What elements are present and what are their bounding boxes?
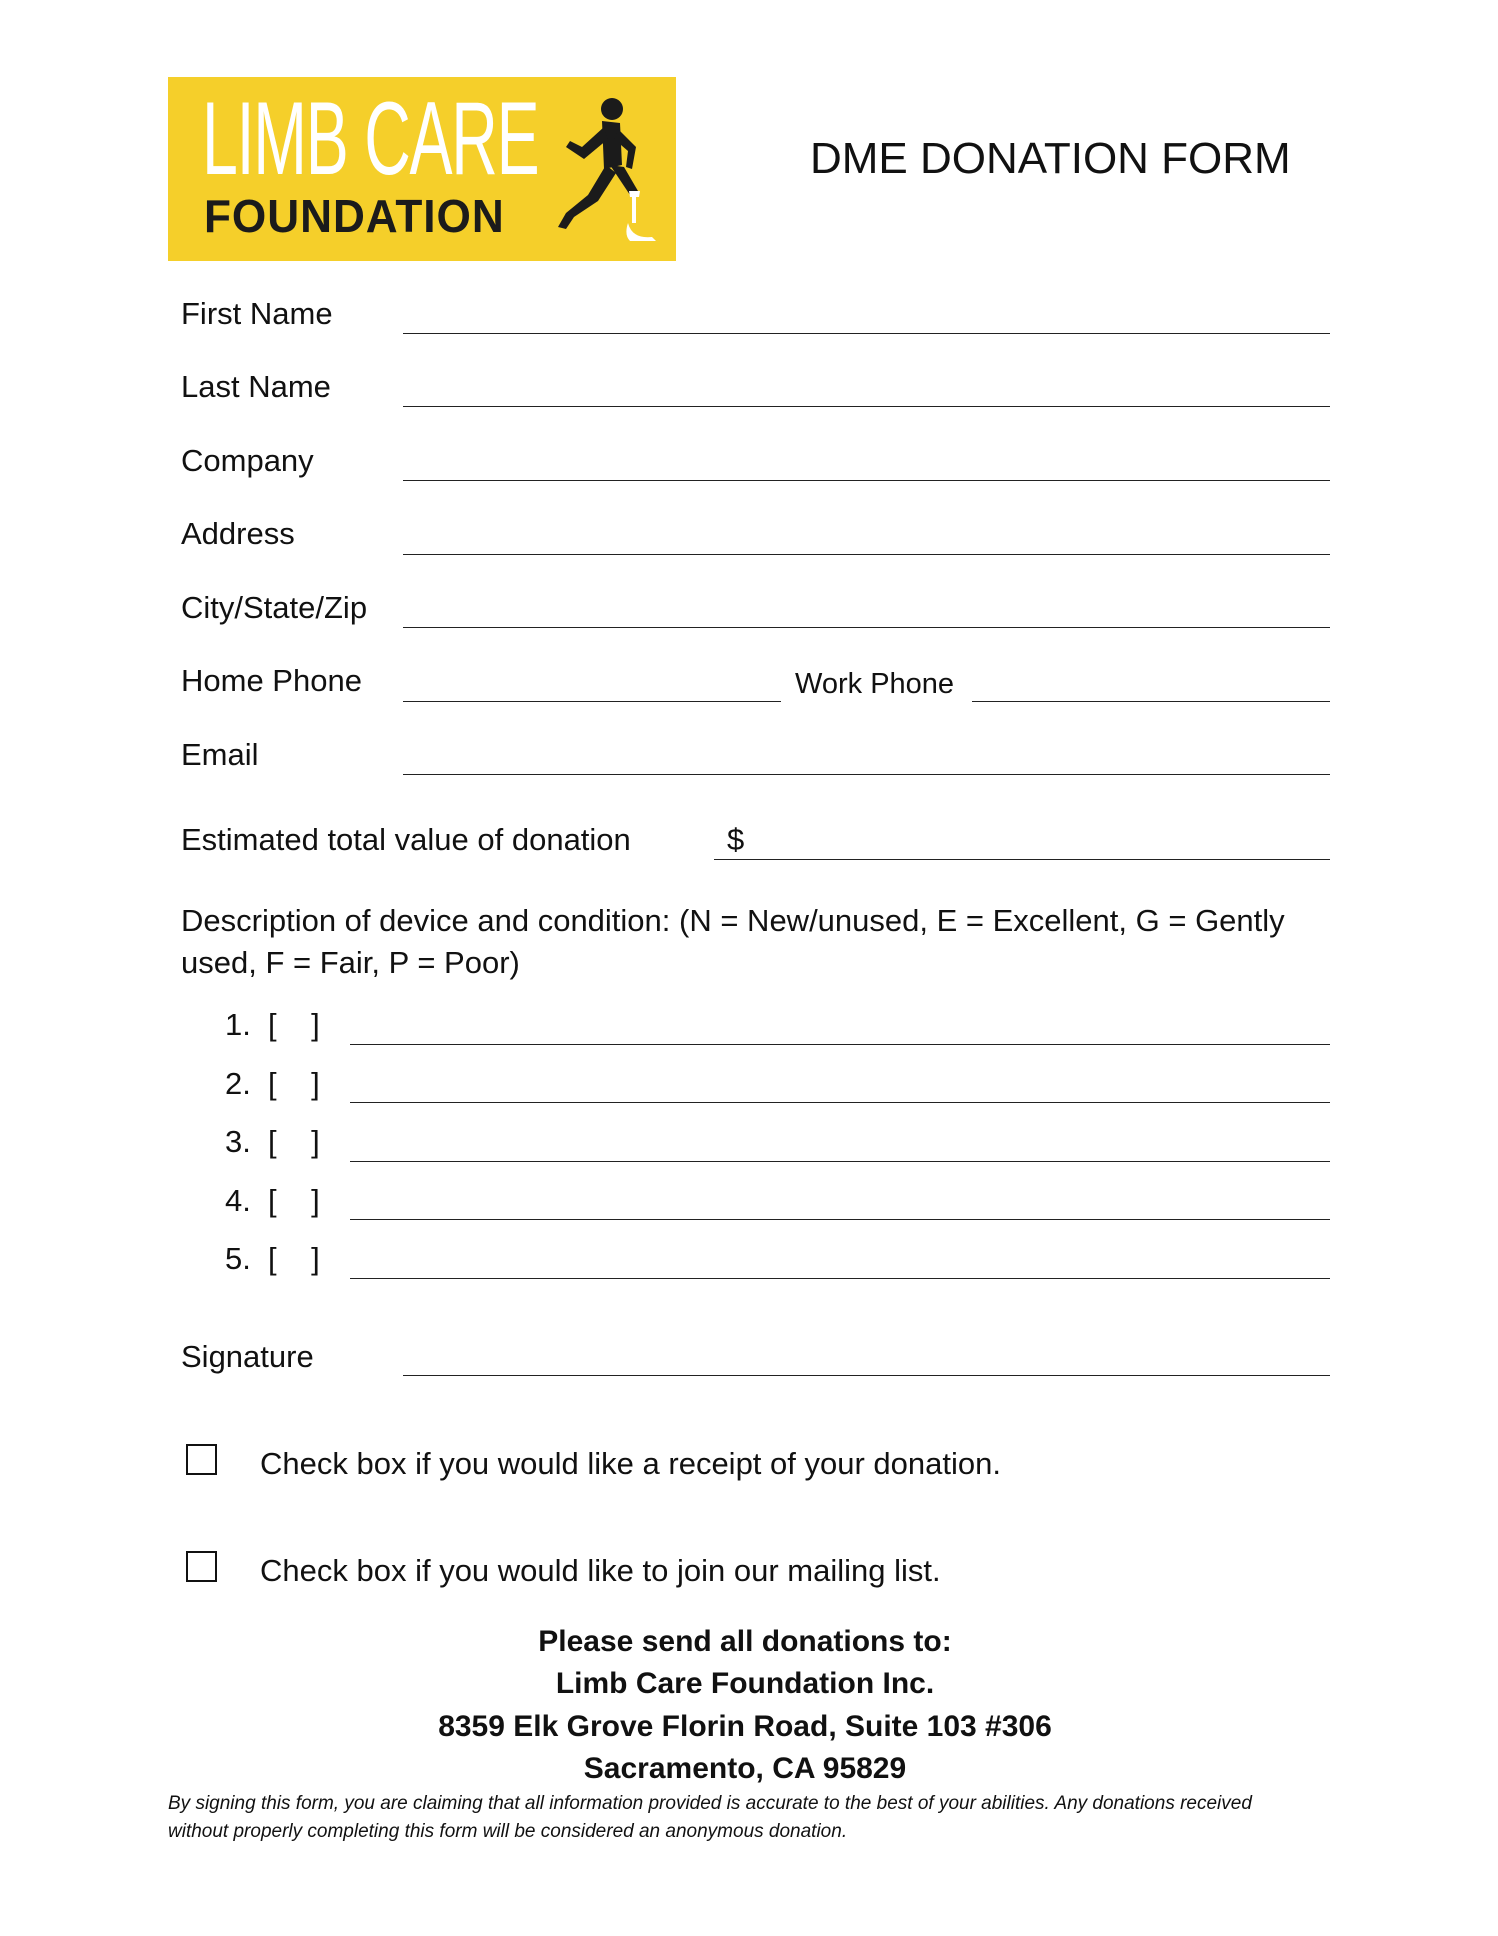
email-field[interactable]: [403, 774, 1330, 775]
device-description-instructions: Description of device and condition: (N = New/unused, E = Excellent, G = Gently used, F = Fair, P = Poor): [181, 903, 1285, 980]
city-state-zip-label: City/State/Zip: [181, 590, 368, 625]
runner-prosthetic-icon: [552, 95, 662, 245]
disclaimer: By signing this form, you are claiming that all information provided is accurate to the best of your abilities. Any donations received without properly completing this form will be considered an anonymous donation.: [168, 1793, 1252, 1842]
city-state-zip-field[interactable]: [403, 627, 1330, 628]
mailing-address-city: Sacramento, CA 95829: [583, 1752, 907, 1785]
first-name-field[interactable]: [403, 333, 1330, 334]
home-phone-field[interactable]: [403, 701, 781, 702]
item-number: 1.: [225, 1007, 251, 1042]
item-number: 4.: [225, 1183, 251, 1218]
item-number: 5.: [225, 1241, 251, 1276]
item-description-field[interactable]: [350, 1044, 1330, 1045]
item-description-field[interactable]: [350, 1102, 1330, 1103]
work-phone-field[interactable]: [972, 701, 1330, 702]
foundation-logo: [168, 77, 676, 261]
first-name-label: First Name: [181, 296, 333, 331]
item-description-field[interactable]: [350, 1219, 1330, 1220]
signature-label: Signature: [181, 1339, 314, 1374]
condition-code-box[interactable]: [ ]: [268, 1124, 320, 1159]
work-phone-label: Work Phone: [795, 668, 955, 700]
donation-value-field[interactable]: [714, 859, 1330, 860]
last-name-label: Last Name: [181, 369, 331, 404]
condition-code-box[interactable]: [ ]: [268, 1241, 320, 1276]
mailing-list-checkbox[interactable]: [186, 1551, 217, 1582]
email-label: Email: [181, 737, 259, 772]
item-description-field[interactable]: [350, 1278, 1330, 1279]
logo-line1: LIMB CARE: [202, 81, 539, 197]
address-field[interactable]: [403, 554, 1330, 555]
donation-value-label: Estimated total value of donation: [181, 822, 631, 857]
mailing-address-heading: Please send all donations to:: [538, 1625, 952, 1658]
address-label: Address: [181, 516, 295, 551]
company-label: Company: [181, 443, 314, 478]
receipt-checkbox[interactable]: [186, 1444, 217, 1475]
logo-line2: FOUNDATION: [204, 190, 505, 242]
mailing-address-org: Limb Care Foundation Inc.: [555, 1667, 935, 1700]
form-title: DME DONATION FORM: [810, 134, 1291, 183]
condition-code-box[interactable]: [ ]: [268, 1007, 320, 1042]
home-phone-label: Home Phone: [181, 663, 362, 698]
signature-field[interactable]: [403, 1375, 1330, 1376]
company-field[interactable]: [403, 480, 1330, 481]
item-number: 2.: [225, 1066, 251, 1101]
item-description-field[interactable]: [350, 1161, 1330, 1162]
last-name-field[interactable]: [403, 406, 1330, 407]
condition-code-box[interactable]: [ ]: [268, 1066, 320, 1101]
condition-code-box[interactable]: [ ]: [268, 1183, 320, 1218]
item-number: 3.: [225, 1124, 251, 1159]
mailing-list-checkbox-label: Check box if you would like to join our mailing list.: [260, 1553, 941, 1588]
mailing-address-street: 8359 Elk Grove Florin Road, Suite 103 #306: [438, 1710, 1052, 1743]
currency-symbol: $: [727, 822, 745, 857]
receipt-checkbox-label: Check box if you would like a receipt of your donation.: [260, 1446, 1001, 1481]
